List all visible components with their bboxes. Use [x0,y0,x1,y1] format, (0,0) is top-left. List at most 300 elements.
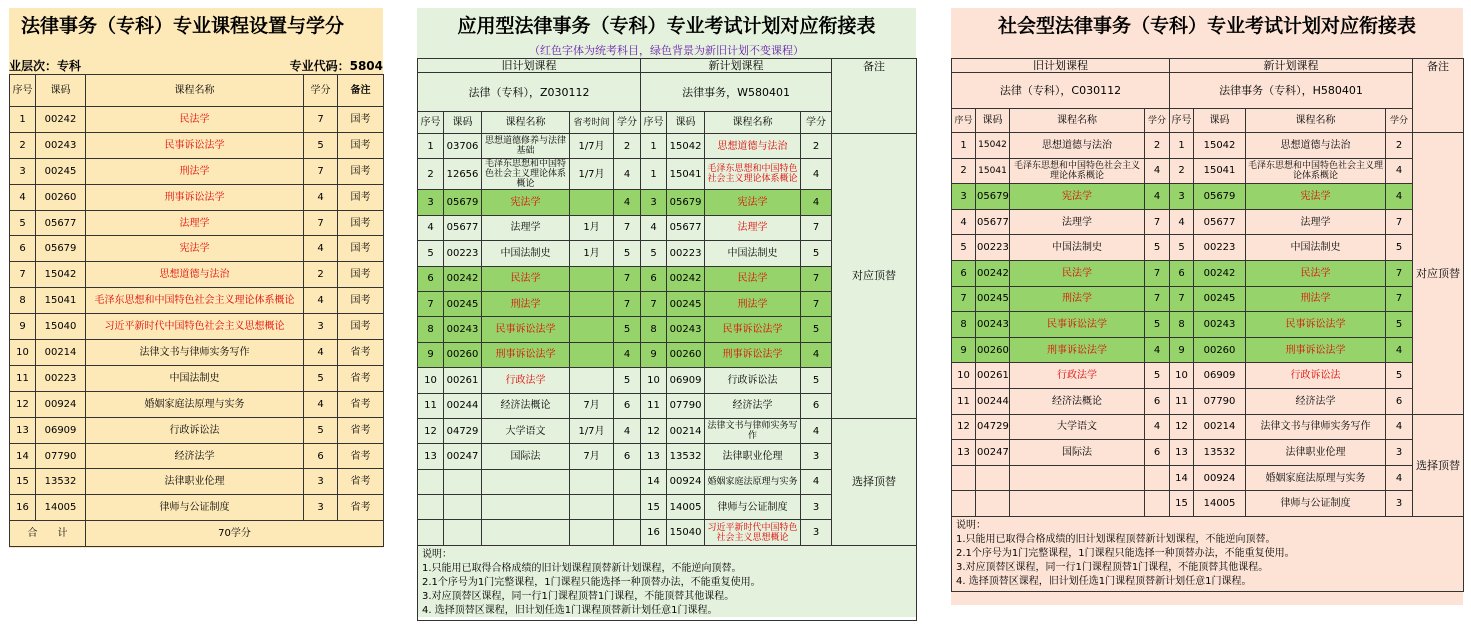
old-name: 毛泽东思想和中国特色社会主义理论体系概论 [482,159,570,190]
new-code: 00243 [1194,312,1246,338]
old-code: 04729 [976,414,1010,440]
table-row [952,209,1464,235]
course-code: 00260 [36,184,86,210]
exam-time: 7月 [570,444,614,469]
course-credit: 7 [304,158,338,184]
new-credit: 7 [801,215,832,240]
course-code: 15040 [36,314,86,340]
new-number: 1 [641,134,667,159]
new-number: 10 [1170,363,1194,389]
new-plan-header: 新计划课程 [641,59,832,73]
old-code: 00260 [444,342,482,367]
explanation-line: 1.只能用已取得合格成绩的旧计划课程顶替新计划课程，不能逆向顶替。 [422,562,742,574]
new-name: 律师与公证制度 [1246,491,1386,517]
new-name: 民法学 [705,266,801,291]
old-number: 1 [952,133,976,159]
old-credit: 5 [1145,312,1170,338]
table-row [10,107,384,133]
col-header: 课码 [667,112,705,134]
course-credit: 6 [304,443,338,469]
old-credit: 6 [614,444,641,469]
new-name: 习近平新时代中国特色社会主义思想概论 [705,520,801,545]
new-name: 刑法学 [705,291,801,316]
old-name: 经济法概论 [482,393,570,418]
old-code: 00243 [976,312,1010,338]
exam-type: 国考 [338,107,384,133]
old-number: 6 [418,266,444,291]
new-code: 05679 [667,190,705,215]
table-row [952,388,1464,414]
new-code: 05677 [667,215,705,240]
table-row [952,235,1464,261]
old-credit [1145,465,1170,491]
course-name: 法律文书与律师实务写作 [86,340,304,366]
major-code: 专业代码：5804 [289,59,383,73]
old-code: 00261 [976,363,1010,389]
old-name: 国际法 [482,444,570,469]
new-number: 11 [1170,388,1194,414]
legend-note: （红色字体为统考科目，绿色背景为新旧计划不变课程） [529,44,804,57]
old-credit: 4 [614,159,641,190]
applied-plan-panel [417,8,916,617]
explanation-line: 1.只能用已取得合格成绩的旧计划课程顶替新计划课程，不能逆向顶替。 [956,533,1276,545]
course-name: 习近平新时代中国特色社会主义思想概论 [86,314,304,340]
old-name: 民法学 [1010,260,1145,286]
new-number: 5 [641,241,667,266]
course-name: 宪法学 [86,236,304,262]
new-number: 2 [1170,158,1194,184]
row-number: 8 [10,288,36,314]
course-code: 13532 [36,469,86,495]
col-header: 课程名称 [86,75,304,107]
new-code: 00260 [667,342,705,367]
new-name: 法律职业伦理 [1246,440,1386,466]
old-name: 大学语文 [1010,414,1145,440]
row-number: 10 [10,340,36,366]
row-number: 9 [10,314,36,340]
old-name: 刑事诉讼法学 [482,342,570,367]
new-name: 宪法学 [705,190,801,215]
course-credit: 7 [304,210,338,236]
col-header: 序号 [641,112,667,134]
new-number: 8 [641,317,667,342]
old-name: 宪法学 [482,190,570,215]
new-number: 12 [1170,414,1194,440]
new-name: 法律职业伦理 [705,444,801,469]
explanation-row [418,545,917,620]
old-code: 15042 [976,133,1010,159]
old-credit [1145,491,1170,517]
old-code: 04729 [444,418,482,443]
total-value: 70学分 [86,521,384,547]
row-number: 1 [10,107,36,133]
old-code: 00242 [444,266,482,291]
panel-title: 法律事务（专科）专业课程设置与学分 [21,15,345,37]
new-number: 9 [641,342,667,367]
table-row [10,314,384,340]
new-name: 刑事诉讼法学 [705,342,801,367]
new-credit: 3 [1386,491,1413,517]
new-name: 经济法学 [1246,388,1386,414]
old-name: 刑法学 [482,291,570,316]
old-name: 宪法学 [1010,184,1145,210]
course-code: 06909 [36,417,86,443]
course-code: 00245 [36,158,86,184]
old-credit: 4 [1145,184,1170,210]
course-table [9,74,384,547]
explanation [952,516,1464,591]
new-number: 13 [641,444,667,469]
row-number: 6 [10,236,36,262]
old-name: 经济法概论 [1010,388,1145,414]
old-credit [614,520,641,545]
new-credit: 4 [1386,465,1413,491]
new-name: 刑法学 [1246,286,1386,312]
old-number: 11 [418,393,444,418]
old-number: 10 [952,363,976,389]
new-code: 05677 [1194,209,1246,235]
new-credit: 4 [801,190,832,215]
new-number: 3 [1170,184,1194,210]
course-code: 00242 [36,107,86,133]
exam-time: 1/7月 [570,134,614,159]
col-header: 省考时间 [570,112,614,134]
course-credit-panel [9,8,383,548]
plan-header-row [418,59,917,73]
old-number [952,465,976,491]
old-name [1010,465,1145,491]
new-number: 4 [1170,209,1194,235]
remark-selective: 选择顶替 [1413,414,1464,516]
course-credit: 7 [304,107,338,133]
exam-type: 省考 [338,443,384,469]
old-credit: 5 [614,317,641,342]
exam-type: 国考 [338,262,384,288]
exam-type: 省考 [338,495,384,521]
old-credit: 7 [614,215,641,240]
new-code: 05679 [1194,184,1246,210]
new-credit: 2 [801,134,832,159]
course-code: 00924 [36,391,86,417]
new-credit: 4 [801,342,832,367]
new-number: 8 [1170,312,1194,338]
course-code: 15041 [36,288,86,314]
col-header: 课程名称 [705,112,801,134]
table-row [952,158,1464,184]
mapping-table [417,58,917,621]
new-number: 12 [641,418,667,443]
old-credit: 4 [614,418,641,443]
course-code: 05679 [36,236,86,262]
new-credit: 5 [1386,235,1413,261]
table-row [10,210,384,236]
new-number: 14 [1170,465,1194,491]
col-header: 学分 [801,112,832,134]
old-code: 00223 [976,235,1010,261]
new-number: 13 [1170,440,1194,466]
old-name [482,469,570,494]
old-code: 00247 [976,440,1010,466]
remark-corresponding: 对应顶替 [832,134,917,419]
new-name: 经济法学 [705,393,801,418]
new-credit: 5 [801,241,832,266]
new-name: 思想道德与法治 [1246,133,1386,159]
course-credit: 4 [304,236,338,262]
course-name: 律师与公证制度 [86,495,304,521]
new-name: 法律文书与律师实务写作 [1246,414,1386,440]
table-row [10,262,384,288]
old-number: 7 [418,291,444,316]
old-number: 3 [952,184,976,210]
old-code: 00245 [976,286,1010,312]
total-label: 合 计 [10,521,86,547]
exam-time: 1月 [570,215,614,240]
remark-corresponding: 对应顶替 [1413,133,1464,415]
old-name [482,495,570,520]
new-code: 00214 [667,418,705,443]
course-name: 中国法制史 [86,365,304,391]
exam-time: 1/7月 [570,418,614,443]
new-number: 9 [1170,337,1194,363]
course-credit: 2 [304,262,338,288]
old-plan-header: 旧计划课程 [418,59,641,73]
old-credit: 6 [1145,388,1170,414]
old-credit: 2 [614,134,641,159]
row-number: 3 [10,158,36,184]
col-header: 序号 [10,75,36,107]
course-credit: 4 [304,184,338,210]
course-code: 00223 [36,365,86,391]
old-name: 民事诉讼法学 [482,317,570,342]
new-number: 11 [641,393,667,418]
old-number: 5 [952,235,976,261]
old-credit: 2 [1145,133,1170,159]
explanation-line: 2.1个序号为1门完整课程，1门课程只能选择一种顶替办法，不能重复使用。 [956,547,1295,559]
old-credit: 6 [614,393,641,418]
old-code [976,465,1010,491]
old-code: 00243 [444,317,482,342]
row-number: 4 [10,184,36,210]
exam-time: 1/7月 [570,159,614,190]
new-code: 00924 [667,469,705,494]
old-code: 00244 [976,388,1010,414]
old-major: 法律（专科），Z030112 [418,73,641,112]
panel-title: 应用型法律事务（专科）专业考试计划对应衔接表 [457,15,876,37]
mapping-table [951,58,1464,592]
col-header: 课程名称 [1246,109,1386,133]
new-name: 思想道德与法治 [705,134,801,159]
exam-type: 省考 [338,391,384,417]
row-number: 16 [10,495,36,521]
col-header: 课码 [444,112,482,134]
new-name: 民法学 [1246,260,1386,286]
old-plan-header: 旧计划课程 [952,59,1170,73]
old-credit: 4 [1145,414,1170,440]
new-name: 毛泽东思想和中国特色社会主义理论体系概论 [705,159,801,190]
exam-time [570,266,614,291]
old-credit: 5 [1145,363,1170,389]
new-number: 15 [1170,491,1194,517]
new-number: 4 [641,215,667,240]
total-row [10,521,384,547]
old-credit: 5 [1145,235,1170,261]
new-name: 毛泽东思想和中国特色社会主义理论体系概论 [1246,158,1386,184]
old-name: 民事诉讼法学 [1010,312,1145,338]
new-code: 00245 [667,291,705,316]
new-code: 00260 [1194,337,1246,363]
old-code: 05679 [976,184,1010,210]
exam-time [570,495,614,520]
table-header-row [10,75,384,107]
exam-time [570,368,614,393]
exam-type: 国考 [338,132,384,158]
remark-selective: 选择顶替 [832,418,917,545]
course-code: 00214 [36,340,86,366]
old-number: 12 [952,414,976,440]
old-name: 中国法制史 [482,241,570,266]
explanation-line: 4. 选择顶替区课程，旧计划任选1门课程顶替新计划任意1门课程。 [422,604,718,616]
new-credit: 4 [801,159,832,190]
major-level: 业层次：专科 [9,59,82,73]
exam-type: 国考 [338,158,384,184]
old-credit: 4 [614,190,641,215]
old-credit: 4 [614,342,641,367]
old-code: 00242 [976,260,1010,286]
col-header: 课码 [1194,109,1246,133]
old-code [444,469,482,494]
new-credit: 7 [1386,286,1413,312]
major-meta [9,58,383,74]
row-number: 12 [10,391,36,417]
old-name: 民法学 [482,266,570,291]
new-major: 法律事务，W580401 [641,73,832,112]
old-number: 9 [952,337,976,363]
old-number [952,491,976,517]
old-name: 行政法学 [482,368,570,393]
new-name: 宪法学 [1246,184,1386,210]
new-code: 00242 [667,266,705,291]
new-name: 行政诉讼法 [1246,363,1386,389]
course-credit: 3 [304,314,338,340]
table-row [952,286,1464,312]
table-row [10,391,384,417]
old-code: 03706 [444,134,482,159]
old-code: 00261 [444,368,482,393]
course-credit: 5 [304,417,338,443]
new-code: 00924 [1194,465,1246,491]
course-credit: 5 [304,132,338,158]
new-name: 婚姻家庭法原理与实务 [705,469,801,494]
col-header: 课程名称 [1010,109,1145,133]
col-header: 学分 [1145,109,1170,133]
new-number: 14 [641,469,667,494]
new-credit: 4 [1386,414,1413,440]
old-number: 8 [418,317,444,342]
new-code: 00214 [1194,414,1246,440]
old-credit: 4 [1145,337,1170,363]
row-number: 11 [10,365,36,391]
new-name: 民事诉讼法学 [1246,312,1386,338]
old-major: 法律（专科），C030112 [952,73,1170,109]
old-number: 8 [952,312,976,338]
old-name: 刑事诉讼法学 [1010,337,1145,363]
table-row [952,260,1464,286]
major-row [952,73,1464,109]
course-name: 民法学 [86,107,304,133]
old-credit: 5 [614,368,641,393]
new-name: 刑事诉讼法学 [1246,337,1386,363]
table-row [10,469,384,495]
new-code: 07790 [667,393,705,418]
new-number: 3 [641,190,667,215]
new-number: 6 [641,266,667,291]
new-name: 民事诉讼法学 [705,317,801,342]
new-code: 15042 [667,134,705,159]
exam-time: 7月 [570,393,614,418]
explanation-line: 4. 选择顶替区课程，旧计划任选1门课程顶替新计划任意1门课程。 [956,575,1252,587]
new-code: 06909 [667,368,705,393]
explanation-line: 3.对应顶替区课程，同一行1门课程顶替1门课程，不能顶替其他课程。 [422,590,735,602]
course-name: 刑事诉讼法学 [86,184,304,210]
exam-time [570,520,614,545]
old-code: 00260 [976,337,1010,363]
new-credit: 2 [1386,133,1413,159]
explanation-line: 3.对应顶替区课程，同一行1门课程顶替1门课程，不能顶替其他课程。 [956,561,1269,573]
new-code: 06909 [1194,363,1246,389]
old-number [418,520,444,545]
new-number: 6 [1170,260,1194,286]
exam-time: 1月 [570,241,614,266]
course-name: 法理学 [86,210,304,236]
new-code: 13532 [667,444,705,469]
old-code: 05677 [444,215,482,240]
exam-type: 国考 [338,314,384,340]
old-code: 00244 [444,393,482,418]
course-credit: 4 [304,391,338,417]
course-credit: 4 [304,288,338,314]
course-code: 00243 [36,132,86,158]
old-credit [614,469,641,494]
course-code: 05677 [36,210,86,236]
new-code: 15042 [1194,133,1246,159]
course-name: 刑法学 [86,158,304,184]
old-code: 05677 [976,209,1010,235]
new-number: 1 [641,159,667,190]
course-name: 行政诉讼法 [86,417,304,443]
old-code: 12656 [444,159,482,190]
old-name: 中国法制史 [1010,235,1145,261]
table-row [952,440,1464,466]
col-header: 学分 [1386,109,1413,133]
table-row [10,132,384,158]
table-row [10,158,384,184]
exam-time [570,342,614,367]
new-credit: 3 [801,495,832,520]
row-number: 7 [10,262,36,288]
course-credit: 3 [304,469,338,495]
col-header: 序号 [1170,109,1194,133]
course-credit: 5 [304,365,338,391]
social-plan-panel [951,8,1463,605]
exam-type: 国考 [338,288,384,314]
col-header: 课码 [36,75,86,107]
old-credit: 7 [1145,209,1170,235]
table-row [418,134,917,159]
new-name: 法理学 [1246,209,1386,235]
old-credit: 7 [614,266,641,291]
table-row [10,495,384,521]
new-code: 00243 [667,317,705,342]
